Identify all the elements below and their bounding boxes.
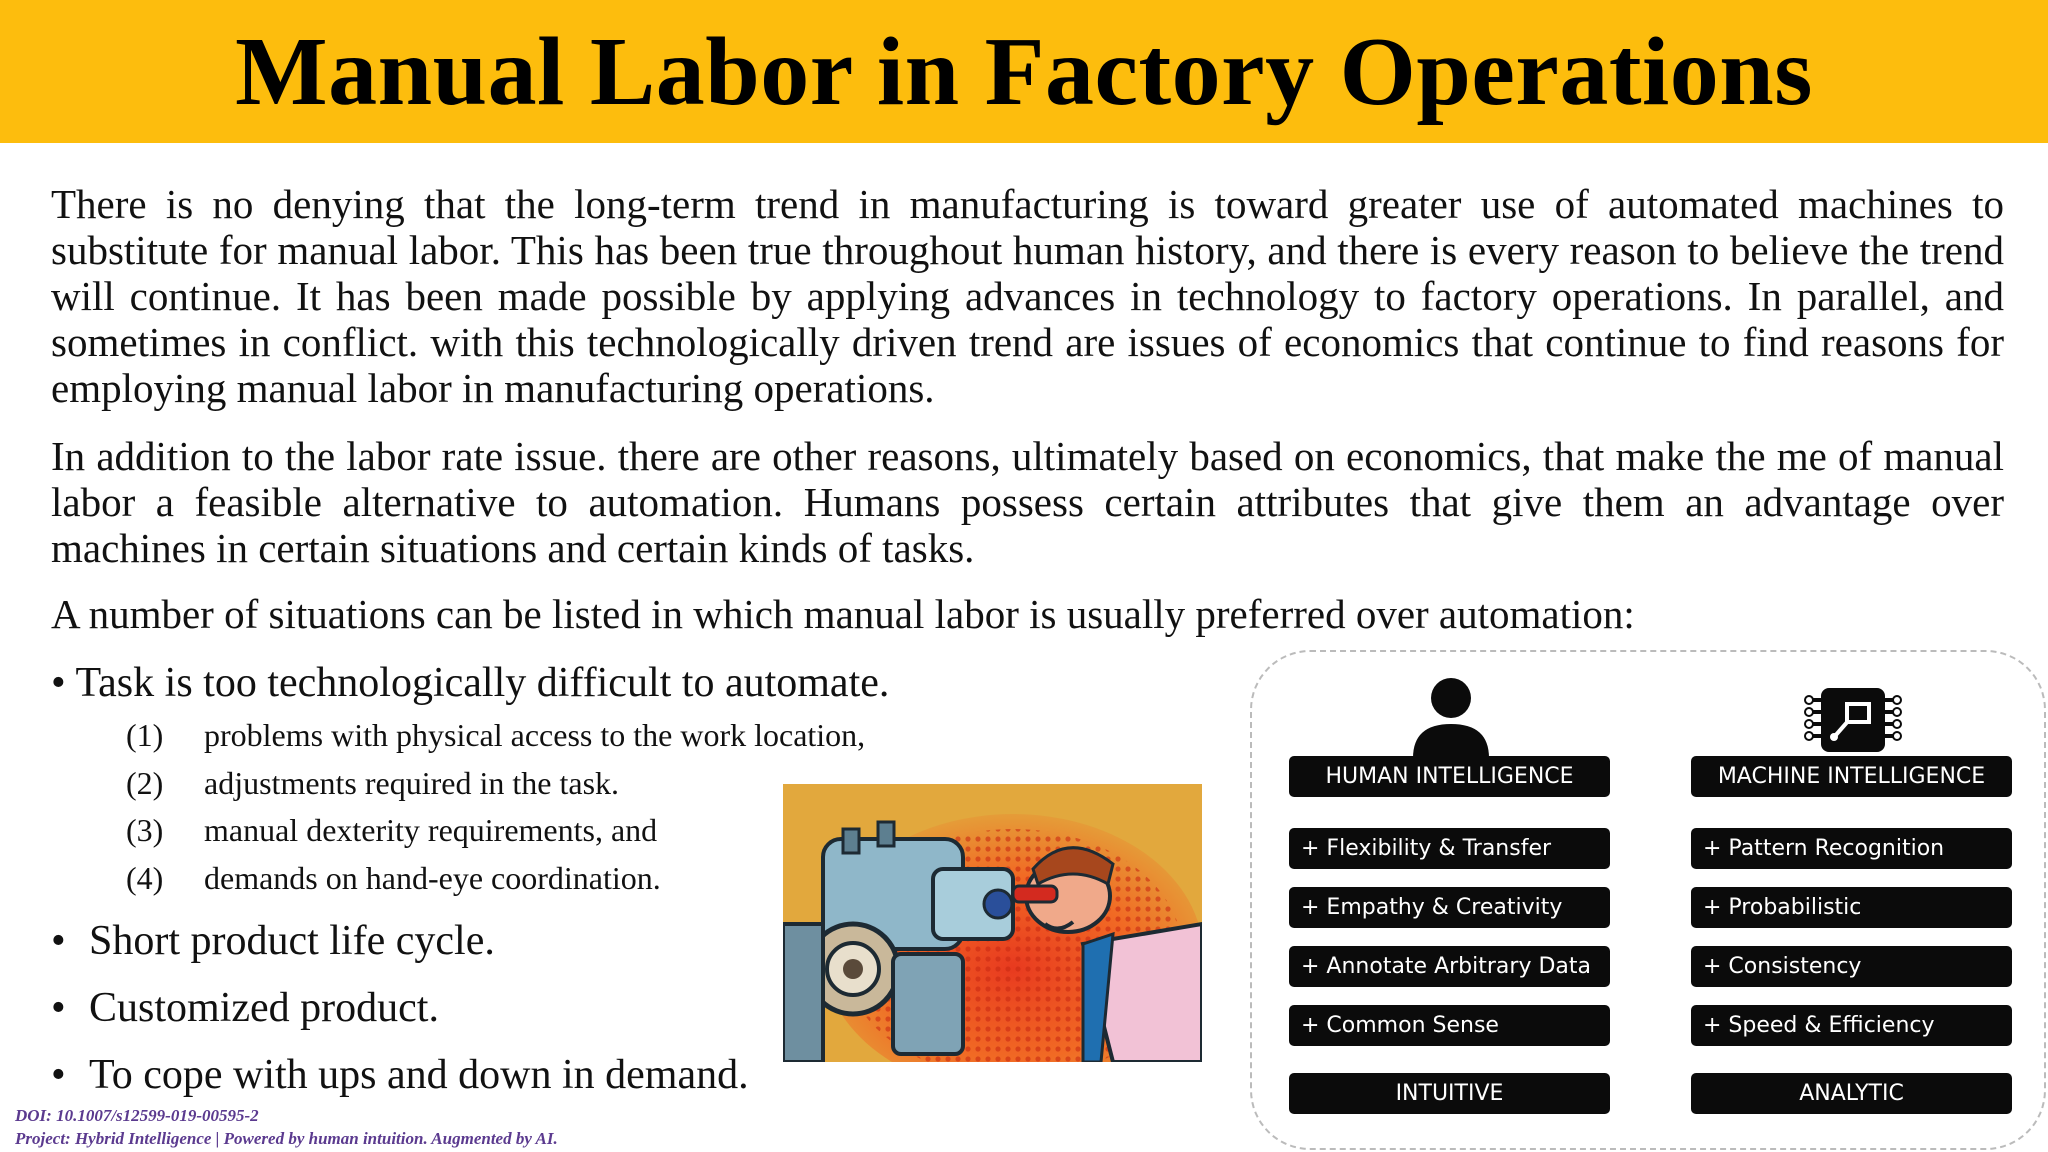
machine-intelligence-column [1691, 652, 2014, 1106]
human-trait-item: + Flexibility & Transfer [1289, 828, 1610, 869]
sub-list [126, 712, 865, 902]
sub-item-number: (2) [126, 764, 164, 801]
sub-list-item [126, 712, 865, 760]
bullet-customized-product [51, 983, 439, 1033]
title-bar [0, 0, 2048, 143]
situations-paragraph: A number of situations can be listed in which manual labor is usually preferred over automation: [51, 591, 1635, 637]
human-trait-item: + Common Sense [1289, 1005, 1610, 1046]
machine-trait-item: + Probabilistic [1691, 887, 2012, 928]
machine-trait-item: + Consistency [1691, 946, 2012, 987]
sub-list-item [126, 855, 865, 903]
machine-trait-item: + Pattern Recognition [1691, 828, 2012, 869]
bullet-marker: • [51, 918, 66, 964]
sub-item-number: (3) [126, 812, 164, 848]
chip-icon [1803, 680, 1903, 760]
human-intelligence-header: HUMAN INTELLIGENCE [1289, 756, 1610, 797]
bullet-demand [51, 1050, 749, 1100]
intro-paragraph: There is no denying that the long-term trend in manufacturing is toward greater use of automated machines to substitute for manual labor. This has been true throughout human history, and there is every reason to believe the trend will continue. It has been made possible by applying advances in technology to factory operations. In parallel, and sometimes in conflict. with this technologically driven trend are issues of economics that continue to find reasons for employing manual labor in manufacturing operations. [51, 181, 2004, 411]
sub-list-item [126, 760, 865, 808]
bullet-text: To cope with ups and down in demand. [89, 1052, 749, 1098]
sub-list-item [126, 807, 865, 855]
sub-item-text: manual dexterity requirements, and [204, 812, 658, 848]
intuitive-label: INTUITIVE [1289, 1073, 1610, 1114]
sub-item-text: adjustments required in the task. [204, 764, 620, 801]
human-intelligence-column [1289, 652, 1612, 1106]
analytic-label: ANALYTIC [1691, 1073, 2012, 1114]
machine-trait-item: + Speed & Efficiency [1691, 1005, 2012, 1046]
doi-citation: DOI: 10.1007/s12599-019-00595-2 [15, 1106, 259, 1125]
reasons-paragraph: In addition to the labor rate issue. there are other reasons, ultimately based on economics, that make the me of manual labor a feasible alternative to automation. Humans possess certain attributes that give them an advantage over machines in certain situations and certain kinds of tasks. [51, 433, 2004, 571]
robot-vs-human-illustration [783, 784, 1202, 1062]
person-icon [1411, 676, 1491, 760]
bullet-text: Customized product. [89, 985, 439, 1031]
bullet-short-life-cycle [51, 916, 495, 966]
sub-item-number: (1) [126, 717, 164, 753]
illustration-graphic [783, 784, 1202, 1062]
bullet-marker: • [51, 985, 66, 1031]
main-bullet: • Task is too technologically difficult to automate. [51, 660, 890, 706]
slide-title: Manual Labor in Factory Operations [235, 17, 1813, 126]
project-credit: Project: Hybrid Intelligence | Powered by human intuition. Augmented by AI. [15, 1129, 558, 1148]
bullet-text: Short product life cycle. [89, 918, 495, 964]
human-trait-item: + Annotate Arbitrary Data [1289, 946, 1610, 987]
human-trait-item: + Empathy & Creativity [1289, 887, 1610, 928]
sub-item-text: demands on hand-eye coordination. [204, 859, 661, 896]
sub-item-number: (4) [126, 859, 164, 896]
machine-intelligence-header: MACHINE INTELLIGENCE [1691, 756, 2012, 797]
sub-item-text: problems with physical access to the work location, [204, 717, 866, 753]
bullet-marker: • [51, 1052, 66, 1098]
machine-icon-wrap [1691, 652, 2014, 760]
human-icon-wrap [1289, 652, 1612, 760]
intelligence-comparison-panel [1250, 650, 2046, 1150]
